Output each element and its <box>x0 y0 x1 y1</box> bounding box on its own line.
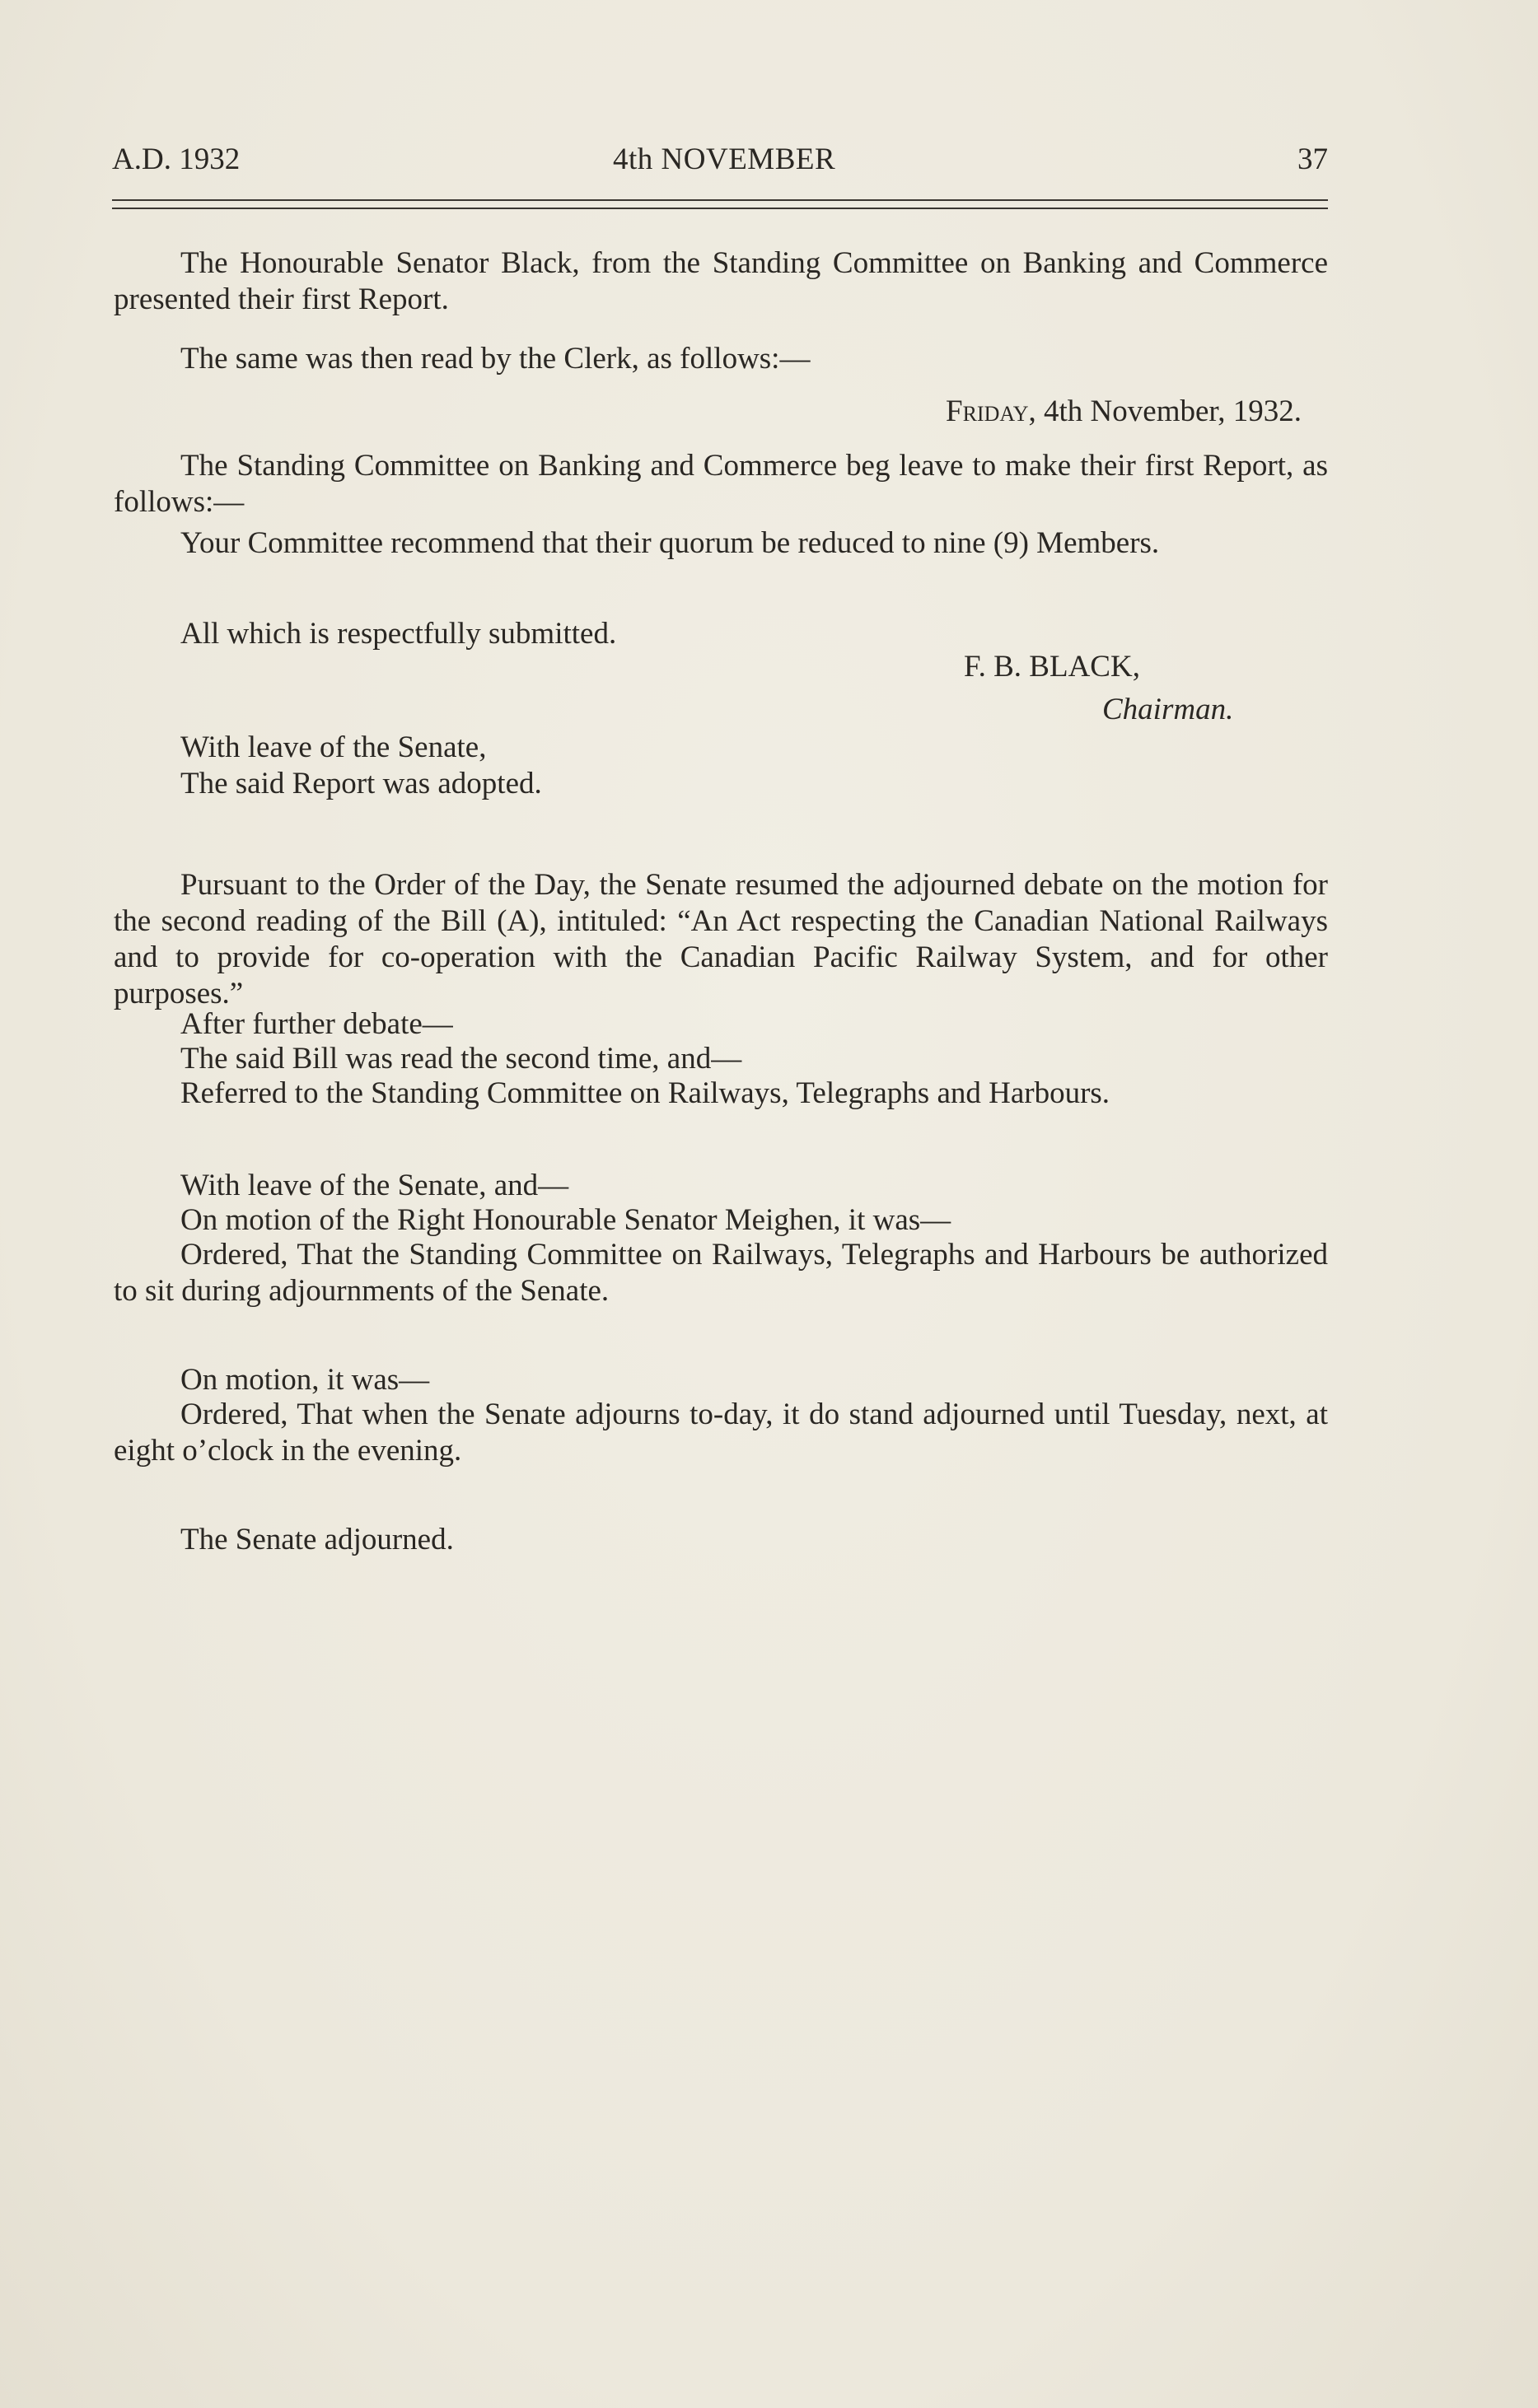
further-debate: After further debate— <box>180 1007 453 1041</box>
dateline-date: 4th November, 1932. <box>1035 394 1302 428</box>
header-date-title: 4th NOVEMBER <box>613 142 836 176</box>
respectfully-submitted: All which is respectfully submitted. <box>180 617 617 651</box>
signature-title: Chairman. <box>1102 693 1234 726</box>
page-number: 37 <box>1297 142 1328 176</box>
header-rule-top <box>112 199 1328 201</box>
on-motion: On motion, it was— <box>180 1363 430 1397</box>
order-committee-sit: Ordered, That the Standing Committee on Railways, Telegraphs and Harbours be authorized to sit during adjournments of the Senate. <box>114 1238 1328 1308</box>
header-rule-bottom <box>112 208 1328 209</box>
bill-paragraph: Pursuant to the Order of the Day, the Senate resumed the adjourned debate on the motion for the second reading of the Bill (A), intituled: “An Act respecting the Canadian National Railways and to provide for co-operation with the Canadian Pacific Railway System, and for other purposes.” <box>114 868 1328 1010</box>
bill-second-reading: The said Bill was read the second time, and— <box>180 1042 742 1076</box>
order-adjourn: Ordered, That when the Senate adjourns to-day, it do stand adjourned until Tuesday, next, at eight o’clock in the evening. <box>114 1398 1328 1468</box>
dateline-day: Friday, <box>946 394 1036 428</box>
leave-of-senate-and: With leave of the Senate, and— <box>180 1169 569 1202</box>
clerk-reading-line: The same was then read by the Clerk, as follows:— <box>180 342 811 376</box>
header-year: A.D. 1932 <box>112 142 241 176</box>
report-intro: The Honourable Senator Black, from the Standing Committee on Banking and Commerce presented their first Report. <box>114 246 1328 316</box>
motion-meighen: On motion of the Right Honourable Senator Meighen, it was— <box>180 1203 951 1237</box>
leave-of-senate: With leave of the Senate, <box>180 730 487 764</box>
senate-adjourned: The Senate adjourned. <box>180 1523 454 1556</box>
report-paragraph-2: Your Committee recommend that their quorum be reduced to nine (9) Members. <box>180 526 1160 560</box>
bill-referred: Referred to the Standing Committee on Railways, Telegraphs and Harbours. <box>180 1076 1110 1110</box>
signature-name: F. B. BLACK, <box>964 650 1140 684</box>
page-header <box>112 142 1328 183</box>
report-dateline <box>114 394 1302 430</box>
report-paragraph-1: The Standing Committee on Banking and Commerce beg leave to make their first Report, as follows:— <box>114 449 1328 519</box>
report-adopted: The said Report was adopted. <box>180 767 542 800</box>
